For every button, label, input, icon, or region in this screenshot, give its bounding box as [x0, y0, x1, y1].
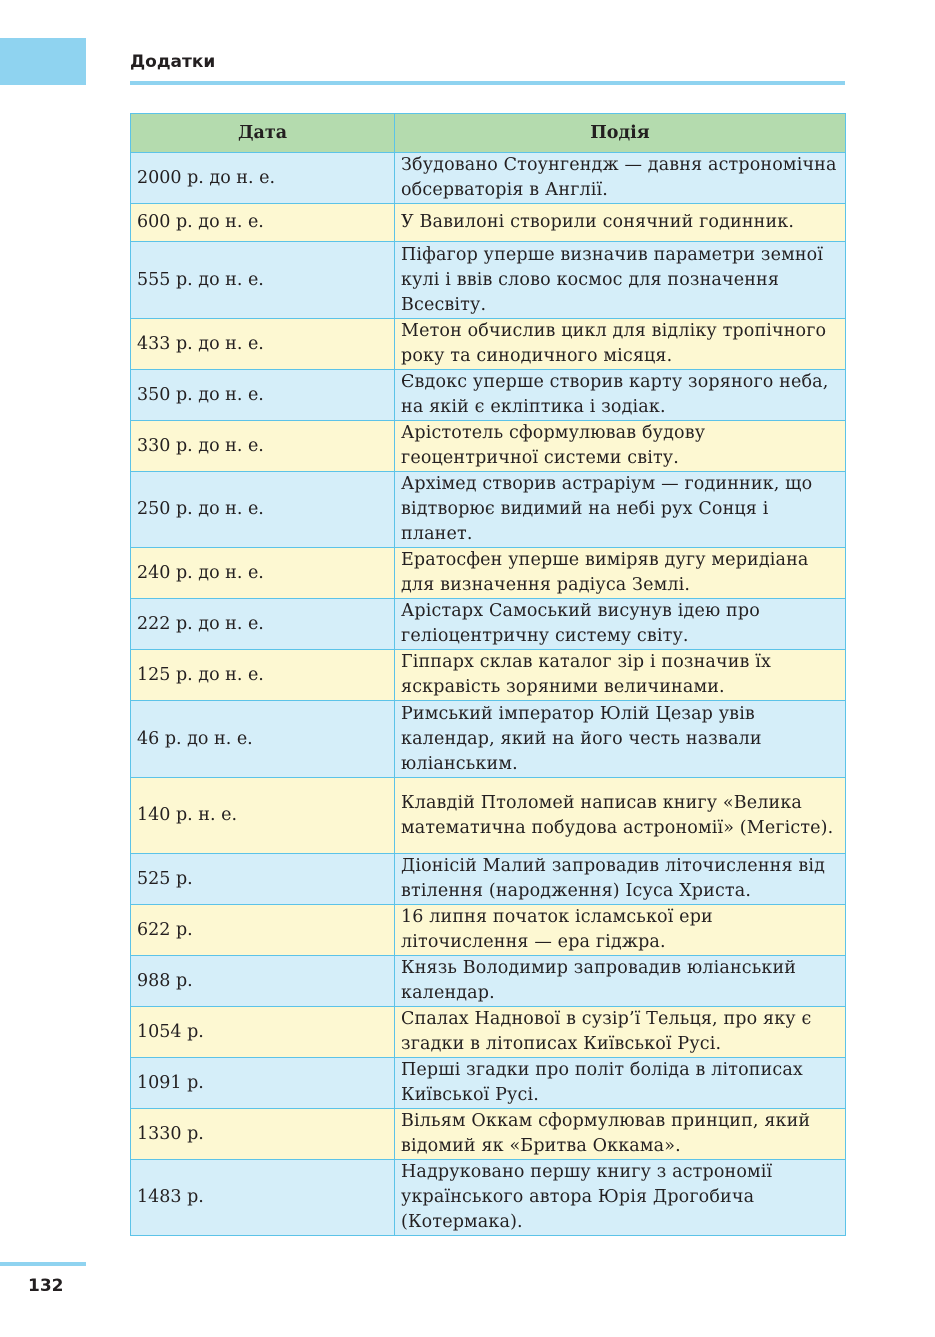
- event-cell: Архімед створив астраріум — годинник, що відтворює видимий на небі рух Сонця і планет.: [395, 472, 846, 548]
- corner-tab-decoration: [0, 38, 86, 85]
- table-row: [131, 701, 846, 778]
- table-row: [131, 319, 846, 370]
- table-row: [131, 548, 846, 599]
- event-cell: Євдокс уперше створив карту зоряного неба, на якій є екліптика і зодіак.: [395, 370, 846, 421]
- date-cell: 46 р. до н. е.: [131, 701, 395, 778]
- date-cell: 2000 р. до н. е.: [131, 153, 395, 204]
- table-header-row: [131, 114, 846, 153]
- date-cell: 1483 р.: [131, 1160, 395, 1236]
- event-cell: У Вавилоні створили сонячний годинник.: [395, 204, 846, 242]
- table-row: [131, 599, 846, 650]
- event-cell: Піфагор уперше визначив параметри земної кулі і ввів слово космос для позначення Всесвіту.: [395, 242, 846, 319]
- table-row: [131, 421, 846, 472]
- event-cell: Князь Володимир запровадив юліанський календар.: [395, 956, 846, 1007]
- table-row: [131, 472, 846, 548]
- event-cell: Арістарх Самоський висунув ідею про геліоцентричну систему світу.: [395, 599, 846, 650]
- table-row: [131, 1109, 846, 1160]
- section-title: Додатки: [130, 52, 216, 72]
- table-row: [131, 956, 846, 1007]
- date-cell: 622 р.: [131, 905, 395, 956]
- column-header-event: Подія: [395, 114, 846, 153]
- event-cell: 16 липня початок ісламської ери літочислення — ера гіджра.: [395, 905, 846, 956]
- event-cell: Гіппарх склав каталог зір і позначив їх яскравість зоряними величинами.: [395, 650, 846, 701]
- table-row: [131, 1058, 846, 1109]
- table-row: [131, 153, 846, 204]
- table-row: [131, 370, 846, 421]
- table-row: [131, 204, 846, 242]
- date-cell: 140 р. н. е.: [131, 778, 395, 854]
- date-cell: 525 р.: [131, 854, 395, 905]
- header-rule: [130, 81, 845, 85]
- event-cell: Римський імператор Юлій Цезар увів календар, який на його честь назвали юліанським.: [395, 701, 846, 778]
- date-cell: 1091 р.: [131, 1058, 395, 1109]
- date-cell: 350 р. до н. е.: [131, 370, 395, 421]
- column-header-date: Дата: [131, 114, 395, 153]
- table-row: [131, 1007, 846, 1058]
- date-cell: 1330 р.: [131, 1109, 395, 1160]
- date-cell: 433 р. до н. е.: [131, 319, 395, 370]
- event-cell: Діонісій Малий запровадив літочислення від втілення (народження) Ісуса Христа.: [395, 854, 846, 905]
- table-row: [131, 854, 846, 905]
- date-cell: 1054 р.: [131, 1007, 395, 1058]
- event-cell: Арістотель сформулював будову геоцентричної системи світу.: [395, 421, 846, 472]
- page-number: 132: [28, 1276, 64, 1296]
- footer-rule: [0, 1262, 86, 1266]
- table-row: [131, 1160, 846, 1236]
- date-cell: 125 р. до н. е.: [131, 650, 395, 701]
- date-cell: 222 р. до н. е.: [131, 599, 395, 650]
- event-cell: Збудовано Стоунгендж — давня астрономічна обсерваторія в Англії.: [395, 153, 846, 204]
- table-row: [131, 242, 846, 319]
- event-cell: Надруковано першу книгу з астрономії українського автора Юрія Дрогобича (Котермака).: [395, 1160, 846, 1236]
- chronology-table: [130, 113, 846, 1236]
- date-cell: 555 р. до н. е.: [131, 242, 395, 319]
- event-cell: Спалах Наднової в сузір’ї Тельця, про яку є згадки в літописах Київської Русі.: [395, 1007, 846, 1058]
- date-cell: 240 р. до н. е.: [131, 548, 395, 599]
- event-cell: Ератосфен уперше виміряв дугу меридіана для визначення радіуса Землі.: [395, 548, 846, 599]
- event-cell: Вільям Оккам сформулював принцип, який відомий як «Бритва Оккама».: [395, 1109, 846, 1160]
- event-cell: Клавдій Птоломей написав книгу «Велика математична побудова астрономії» (Мегісте).: [395, 778, 846, 854]
- table-row: [131, 905, 846, 956]
- date-cell: 988 р.: [131, 956, 395, 1007]
- date-cell: 600 р. до н. е.: [131, 204, 395, 242]
- table-row: [131, 778, 846, 854]
- event-cell: Перші згадки про політ боліда в літописах Київської Русі.: [395, 1058, 846, 1109]
- table-row: [131, 650, 846, 701]
- date-cell: 330 р. до н. е.: [131, 421, 395, 472]
- date-cell: 250 р. до н. е.: [131, 472, 395, 548]
- event-cell: Метон обчислив цикл для відліку тропічного року та синодичного місяця.: [395, 319, 846, 370]
